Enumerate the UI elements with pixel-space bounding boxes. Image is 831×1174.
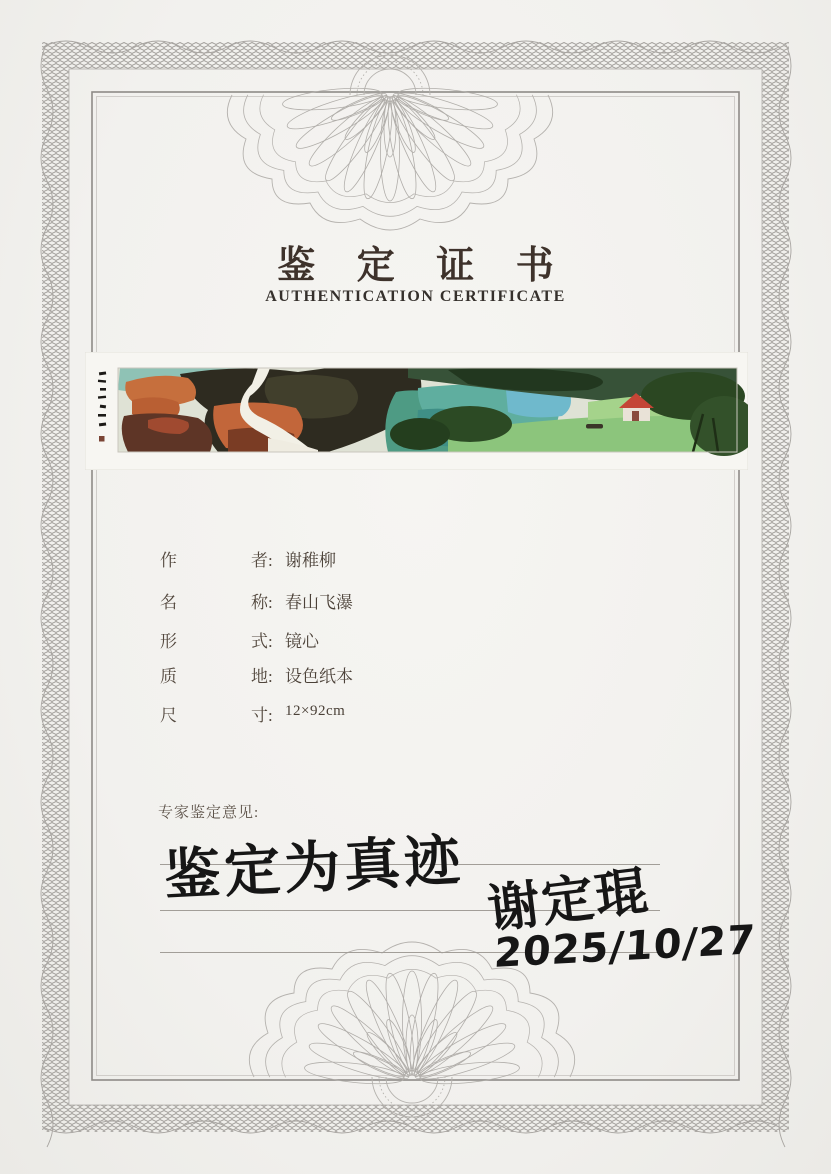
expert-opinion-label: 专家鉴定意见: [158, 805, 260, 821]
field-label: 形 [160, 632, 177, 651]
handwritten-opinion: 鉴定为真迹 [162, 828, 466, 909]
field-label: 作 [160, 551, 177, 570]
field-label: 式: [251, 632, 273, 651]
field-value: 谢稚柳 [285, 551, 336, 570]
field-value: 春山飞瀑 [285, 593, 353, 612]
field-label: 者: [251, 551, 273, 570]
field-value: 设色纸本 [285, 667, 353, 686]
field-label: 称: [251, 593, 273, 612]
field-value: 镜心 [285, 632, 319, 651]
field-label: 质 [160, 667, 177, 686]
field-value: 12×92cm [285, 703, 346, 719]
artwork-image [85, 352, 748, 470]
expert-signature: 谢定琨 [484, 861, 653, 941]
certificate-title: 鉴 定 证 书 [277, 245, 570, 287]
handwritten-date: 2025/10/27 [492, 917, 757, 977]
field-label: 名 [160, 593, 177, 612]
field-label: 尺 [160, 706, 177, 725]
certificate-subtitle: AUTHENTICATION CERTIFICATE [265, 288, 566, 305]
field-label: 地: [251, 667, 273, 686]
field-label: 寸: [251, 706, 273, 725]
